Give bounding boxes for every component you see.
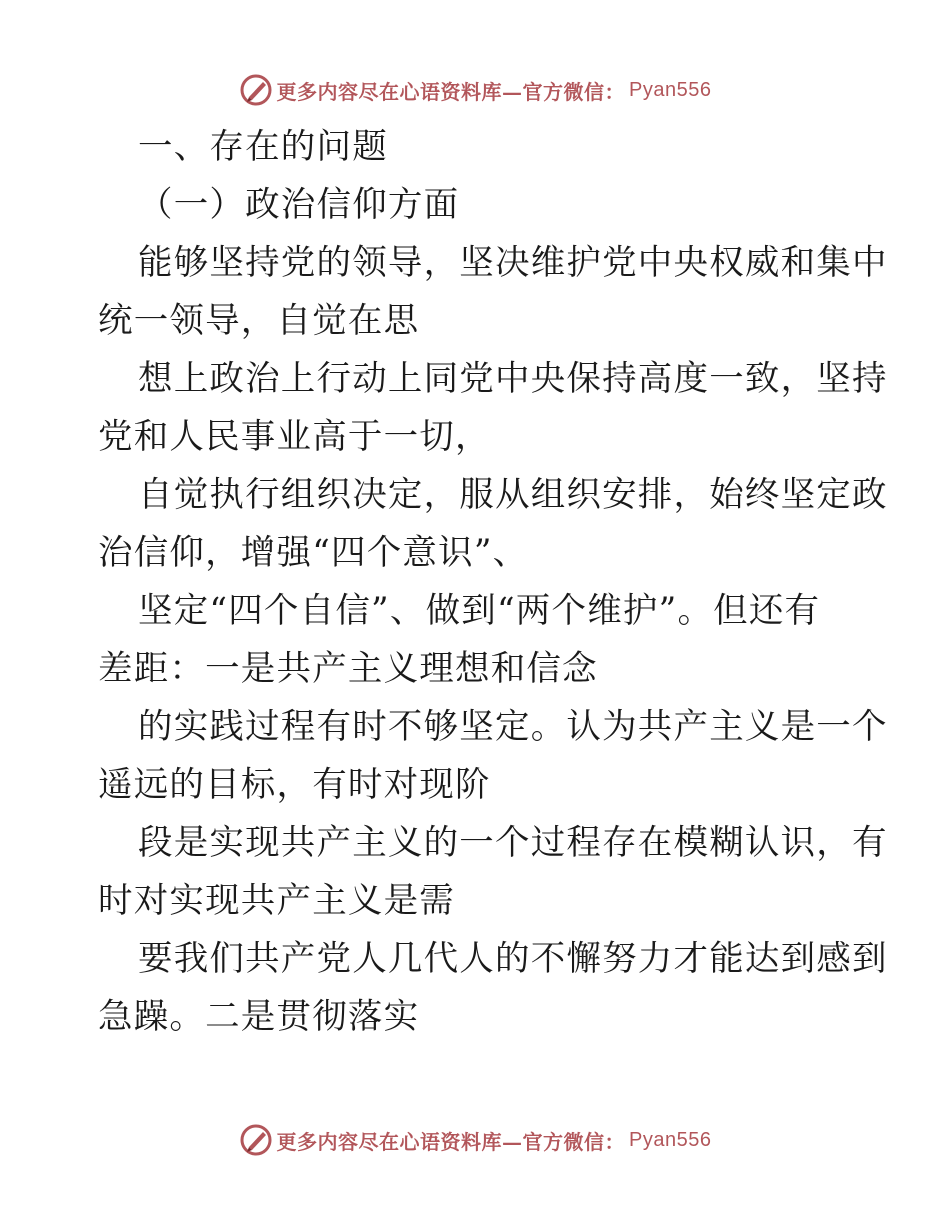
- paragraph-line: 段是实现共产主义的一个过程存在模糊认识，有: [138, 823, 888, 863]
- paragraph-line: 要我们共产党人几代人的不懈努力才能达到感到: [138, 939, 888, 979]
- paragraph-line: 能够坚持党的领导，坚决维护党中央权威和集中: [138, 243, 888, 283]
- paragraph-line: 差距：一是共产主义理想和信念: [98, 649, 598, 689]
- header-banner: [0, 70, 950, 110]
- section-heading: 一、存在的问题: [138, 127, 388, 167]
- paragraph-line: 急躁。二是贯彻落实: [98, 997, 420, 1037]
- paragraph-line: 想上政治上行动上同党中央保持高度一致，坚持: [138, 359, 888, 399]
- footer-banner-text: 更多内容尽在心语资料库—官方微信：: [276, 1129, 626, 1154]
- document-body: [98, 118, 888, 1046]
- subsection-heading: （一）政治信仰方面: [138, 185, 460, 225]
- header-banner-text: 更多内容尽在心语资料库—官方微信：: [276, 79, 626, 104]
- paragraph-line: 时对实现共产主义是需: [98, 881, 455, 921]
- pen-logo-icon: [239, 73, 273, 107]
- footer-banner: [0, 1120, 950, 1160]
- paragraph-line: 坚定“四个自信”、做到“两个维护”。但还有: [138, 591, 821, 631]
- paragraph-line: 统一领导，自觉在思: [98, 301, 420, 341]
- pen-logo-icon: [239, 1123, 273, 1157]
- paragraph-line: 自觉执行组织决定，服从组织安排，始终坚定政: [138, 475, 888, 515]
- paragraph-line: 党和人民事业高于一切，: [98, 417, 491, 457]
- footer-wechat-id: Pyan556: [629, 1128, 712, 1151]
- paragraph-line: 遥远的目标，有时对现阶: [98, 765, 491, 805]
- header-wechat-id: Pyan556: [629, 78, 712, 101]
- paragraph-line: 治信仰，增强“四个意识”、: [98, 533, 529, 573]
- paragraph-line: 的实践过程有时不够坚定。认为共产主义是一个: [138, 707, 888, 747]
